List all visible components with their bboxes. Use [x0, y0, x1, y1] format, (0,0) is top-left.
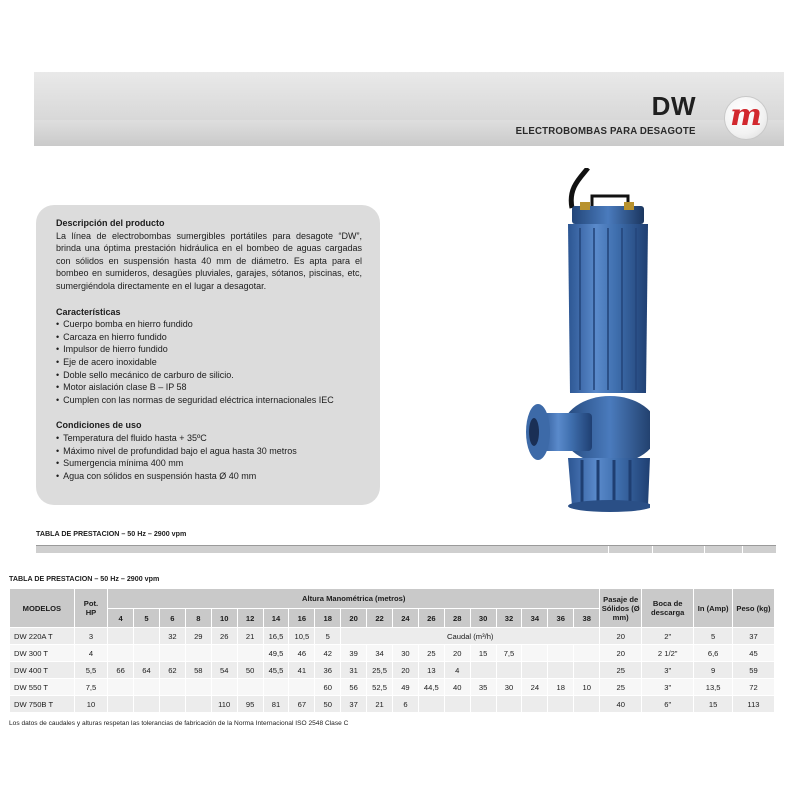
height-column-header: 16 [289, 609, 315, 628]
flow-cell [574, 645, 600, 662]
flow-cell [159, 696, 185, 713]
features-title: Características [56, 306, 121, 317]
flow-cell [522, 662, 548, 679]
flow-cell [237, 645, 263, 662]
power-cell: 10 [74, 696, 107, 713]
flow-cell [108, 696, 134, 713]
flow-cell: 15 [470, 645, 496, 662]
model-cell: DW 550 T [10, 679, 75, 696]
flow-cell: 24 [522, 679, 548, 696]
height-column-header: 5 [134, 609, 160, 628]
solids-cell: 25 [600, 662, 642, 679]
height-column-header: 8 [185, 609, 211, 628]
flow-cell [263, 679, 289, 696]
solids-cell: 25 [600, 679, 642, 696]
flow-cell: 50 [315, 696, 341, 713]
power-cell: 3 [74, 628, 107, 645]
table-row [10, 628, 775, 645]
brand-logo-letter: m [730, 98, 762, 133]
flow-cell [185, 679, 211, 696]
flow-cell [159, 679, 185, 696]
flow-cell: 32 [159, 628, 185, 645]
flow-cell [185, 696, 211, 713]
flow-cell: 49,5 [263, 645, 289, 662]
outlet-cell: 3" [642, 679, 694, 696]
header-band [34, 72, 784, 146]
flow-cell: 18 [548, 679, 574, 696]
flow-cell [211, 645, 237, 662]
flow-cell: 21 [237, 628, 263, 645]
flow-cell: 52,5 [367, 679, 393, 696]
flow-cell: 10 [574, 679, 600, 696]
height-column-header: 24 [392, 609, 418, 628]
condition-item: • Máximo nivel de profundidad bajo el agua hasta 30 metros [56, 445, 362, 458]
weight-cell: 37 [732, 628, 774, 645]
weight-cell: 113 [732, 696, 774, 713]
height-column-header: 26 [418, 609, 444, 628]
power-cell: 4 [74, 645, 107, 662]
feature-item: • Eje de acero inoxidable [56, 356, 362, 369]
flow-cell [108, 628, 134, 645]
header-model: MODELOS [10, 589, 75, 628]
flow-cell: 30 [392, 645, 418, 662]
description-content [56, 217, 362, 482]
flow-cell: 20 [392, 662, 418, 679]
flow-cell: 66 [108, 662, 134, 679]
flow-cell [134, 645, 160, 662]
height-column-header: 34 [522, 609, 548, 628]
flow-cell [418, 696, 444, 713]
description-title: Descripción del producto [56, 218, 165, 228]
table-row [10, 679, 775, 696]
power-cell: 5,5 [74, 662, 107, 679]
height-column-header: 38 [574, 609, 600, 628]
flow-cell [470, 662, 496, 679]
flow-cell: 5 [315, 628, 341, 645]
outlet-cell: 6" [642, 696, 694, 713]
flow-cell: 25,5 [367, 662, 393, 679]
header-weight: Peso (kg) [732, 589, 774, 628]
flow-cell: 20 [444, 645, 470, 662]
flow-cell: 64 [134, 662, 160, 679]
ghost-table-title: TABLA DE PRESTACION – 50 Hz – 2900 vpm [36, 529, 187, 538]
flow-cell: 41 [289, 662, 315, 679]
submersible-pump-icon [510, 168, 650, 513]
table-row [10, 696, 775, 713]
amps-cell: 5 [694, 628, 733, 645]
height-column-header: 18 [315, 609, 341, 628]
flow-cell: 39 [341, 645, 367, 662]
amps-cell: 9 [694, 662, 733, 679]
flow-cell [548, 662, 574, 679]
flow-cell: 56 [341, 679, 367, 696]
amps-cell: 15 [694, 696, 733, 713]
flow-cell [237, 679, 263, 696]
height-column-header: 6 [159, 609, 185, 628]
brand-logo-icon [724, 96, 768, 140]
flow-cell: 50 [237, 662, 263, 679]
flow-cell: 36 [315, 662, 341, 679]
flow-cell: 34 [367, 645, 393, 662]
power-cell: 7,5 [74, 679, 107, 696]
table-title: TABLA DE PRESTACION – 50 Hz – 2900 vpm [9, 574, 160, 583]
flow-cell [444, 696, 470, 713]
flow-cell [470, 696, 496, 713]
outlet-cell: 3" [642, 662, 694, 679]
header-solids: Pasaje de Sólidos (Ø mm) [600, 589, 642, 628]
weight-cell: 59 [732, 662, 774, 679]
flow-cell [108, 679, 134, 696]
table-row [10, 645, 775, 662]
flow-cell: 45,5 [263, 662, 289, 679]
height-column-header: 12 [237, 609, 263, 628]
condition-item: • Temperatura del fluido hasta + 35ºC [56, 432, 362, 445]
flow-cell: 46 [289, 645, 315, 662]
flow-cell: 16,5 [263, 628, 289, 645]
amps-cell: 13,5 [694, 679, 733, 696]
model-cell: DW 400 T [10, 662, 75, 679]
performance-table [9, 588, 775, 713]
feature-item: • Cuerpo bomba en hierro fundido [56, 318, 362, 331]
product-code: DW [651, 91, 696, 121]
description-panel [36, 205, 380, 505]
description-text: La línea de electrobombas sumergibles portátiles para desagote “DW”, brinda una óptima prestación hidráulica en el bombeo de aguas cargadas con sólidos en suspensión hasta 40 mm de diámetro. Es apta para el bombeo en sumideros, desagües pluviales, garajes, sótanos, piscinas, etc, sumergiéndola directamente en el lugar a desagotar. [56, 230, 362, 291]
flow-cell: 7,5 [496, 645, 522, 662]
flow-cell [211, 679, 237, 696]
flow-cell: 44,5 [418, 679, 444, 696]
footnote: Los datos de caudales y alturas respetan las tolerancias de fabricación de la Norma Internacional ISO 2548 Clase C [9, 720, 349, 727]
height-column-header: 36 [548, 609, 574, 628]
flow-cell: 37 [341, 696, 367, 713]
flow-cell [522, 696, 548, 713]
ghost-table-header [36, 545, 776, 553]
flow-cell [496, 696, 522, 713]
flow-cell: 81 [263, 696, 289, 713]
flow-cell [574, 662, 600, 679]
feature-item: • Motor aislación clase B – IP 58 [56, 381, 362, 394]
model-cell: DW 220A T [10, 628, 75, 645]
flow-cell: 60 [315, 679, 341, 696]
feature-item: • Doble sello mecánico de carburo de silicio. [56, 369, 362, 382]
flow-cell [522, 645, 548, 662]
height-column-header: 32 [496, 609, 522, 628]
height-column-header: 20 [341, 609, 367, 628]
flow-cell: 54 [211, 662, 237, 679]
flow-cell [134, 696, 160, 713]
conditions-list [56, 432, 362, 482]
flow-cell: 30 [496, 679, 522, 696]
conditions-title: Condiciones de uso [56, 420, 142, 431]
flow-cell [159, 645, 185, 662]
condition-item: • Sumergencia mínima 400 mm [56, 457, 362, 470]
flow-cell: 49 [392, 679, 418, 696]
flow-cell: 10,5 [289, 628, 315, 645]
flow-cell: 40 [444, 679, 470, 696]
solids-cell: 40 [600, 696, 642, 713]
height-column-header: 30 [470, 609, 496, 628]
flow-unit-label: Caudal (m³/h) [341, 628, 600, 645]
flow-cell: 25 [418, 645, 444, 662]
weight-cell: 45 [732, 645, 774, 662]
amps-cell: 6,6 [694, 645, 733, 662]
height-column-header: 4 [108, 609, 134, 628]
flow-cell: 6 [392, 696, 418, 713]
outlet-cell: 2 1/2" [642, 645, 694, 662]
flow-cell: 21 [367, 696, 393, 713]
flow-cell [134, 628, 160, 645]
flow-cell: 42 [315, 645, 341, 662]
flow-cell: 110 [211, 696, 237, 713]
flow-cell: 26 [211, 628, 237, 645]
header-height: Altura Manométrica (metros) [108, 589, 600, 609]
flow-cell [185, 645, 211, 662]
feature-item: • Cumplen con las normas de seguridad eléctrica internacionales IEC [56, 394, 362, 407]
flow-cell: 31 [341, 662, 367, 679]
flow-cell [134, 679, 160, 696]
height-column-header: 28 [444, 609, 470, 628]
model-cell: DW 300 T [10, 645, 75, 662]
flow-cell [289, 679, 315, 696]
height-column-header: 22 [367, 609, 393, 628]
model-cell: DW 750B T [10, 696, 75, 713]
outlet-cell: 2" [642, 628, 694, 645]
solids-cell: 20 [600, 628, 642, 645]
flow-cell: 58 [185, 662, 211, 679]
header-amps: In (Amp) [694, 589, 733, 628]
features-list [56, 318, 362, 406]
flow-cell [548, 696, 574, 713]
height-column-header: 14 [263, 609, 289, 628]
height-column-header: 10 [211, 609, 237, 628]
header-outlet: Boca de descarga [642, 589, 694, 628]
flow-cell [108, 645, 134, 662]
header-power: Pot. HP [74, 589, 107, 628]
table-row [10, 662, 775, 679]
solids-cell: 20 [600, 645, 642, 662]
flow-cell: 4 [444, 662, 470, 679]
condition-item: • Agua con sólidos en suspensión hasta Ø 40 mm [56, 470, 362, 483]
flow-cell: 67 [289, 696, 315, 713]
flow-cell [574, 696, 600, 713]
flow-cell: 95 [237, 696, 263, 713]
flow-cell [548, 645, 574, 662]
flow-cell: 62 [159, 662, 185, 679]
flow-cell [496, 662, 522, 679]
flow-cell: 29 [185, 628, 211, 645]
flow-cell: 13 [418, 662, 444, 679]
weight-cell: 72 [732, 679, 774, 696]
flow-cell: 35 [470, 679, 496, 696]
feature-item: • Carcaza en hierro fundido [56, 331, 362, 344]
feature-item: • Impulsor de hierro fundido [56, 343, 362, 356]
product-subtitle: ELECTROBOMBAS PARA DESAGOTE [516, 125, 696, 137]
